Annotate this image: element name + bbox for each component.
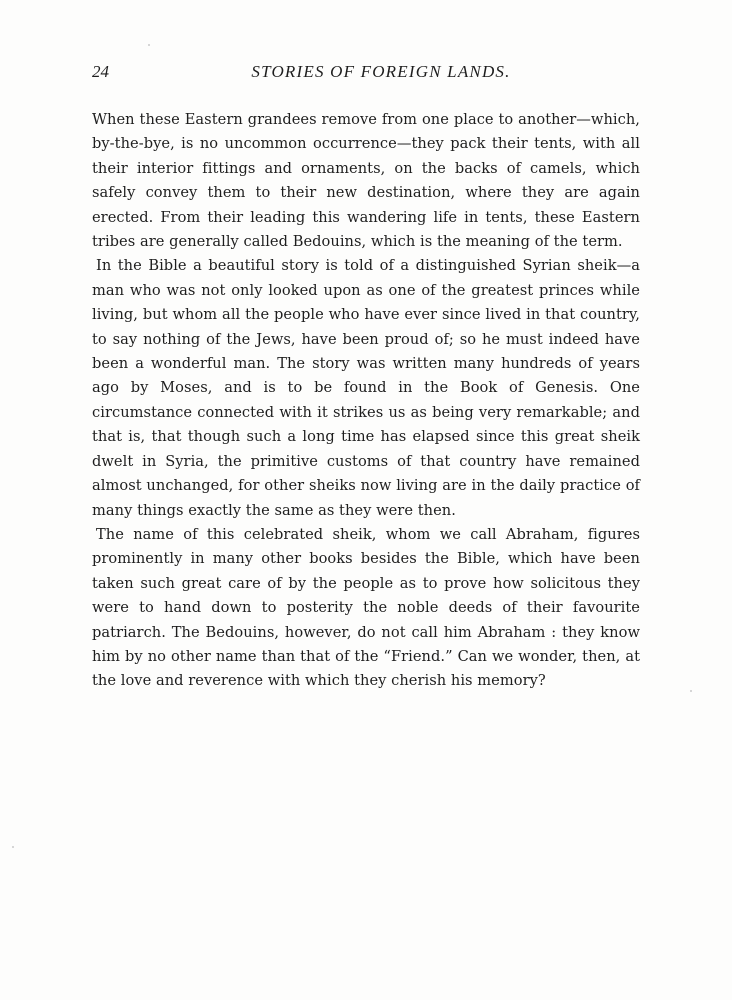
paragraph-2: In the Bible a beautiful story is told of a distinguished Syrian sheik—a man who was not only looked upon as one of the greatest princes while living, but whom all the people who have ever since lived in that country, to say nothing of the Jews, have been proud of; so he must indeed have been a wonderful man. The story was written many hundreds of years ago by Moses, and is to be found in the Book of Genesis. One circumstance connected with it strikes us as being very remarkable; and that is, that though such a long time has elapsed since this great sheik dwelt in Syria, the primitive customs of that country have remained almost unchanged, for other sheiks now living are in the daily practice of many things exactly the same as they were then. [92, 257, 640, 519]
running-title: STORIES OF FOREIGN LANDS. [251, 62, 511, 81]
paper-speck [148, 44, 150, 46]
paragraph-1: When these Eastern grandees remove from one place to another—which, by-the-bye, is no uncommon occurrence—they pack their tents, with all their interior fittings and ornaments, on the backs of camels, which safely convey them to their new destination, where they are again erected. From their leading this wandering life in tents, these Eastern tribes are generally called Bedouins, which is the meaning of the term. [92, 111, 640, 251]
body-text [92, 108, 640, 694]
paper-speck [690, 690, 692, 692]
paragraph-3: The name of this celebrated sheik, whom we call Abraham, figures prominently in many other books besides the Bible, which have been taken such great care of by the people as to prove how solicitous they were to hand down to posterity the noble deeds of their favourite patriarch. The Bedouins, however, do not call him Abraham : they know him by no other name than that of the “Friend.” Can we wonder, then, at the love and reverence with which they cherish his memory? [92, 525, 640, 690]
page-header [92, 62, 640, 88]
page-number: 24 [92, 62, 109, 81]
paper-speck [12, 846, 14, 848]
